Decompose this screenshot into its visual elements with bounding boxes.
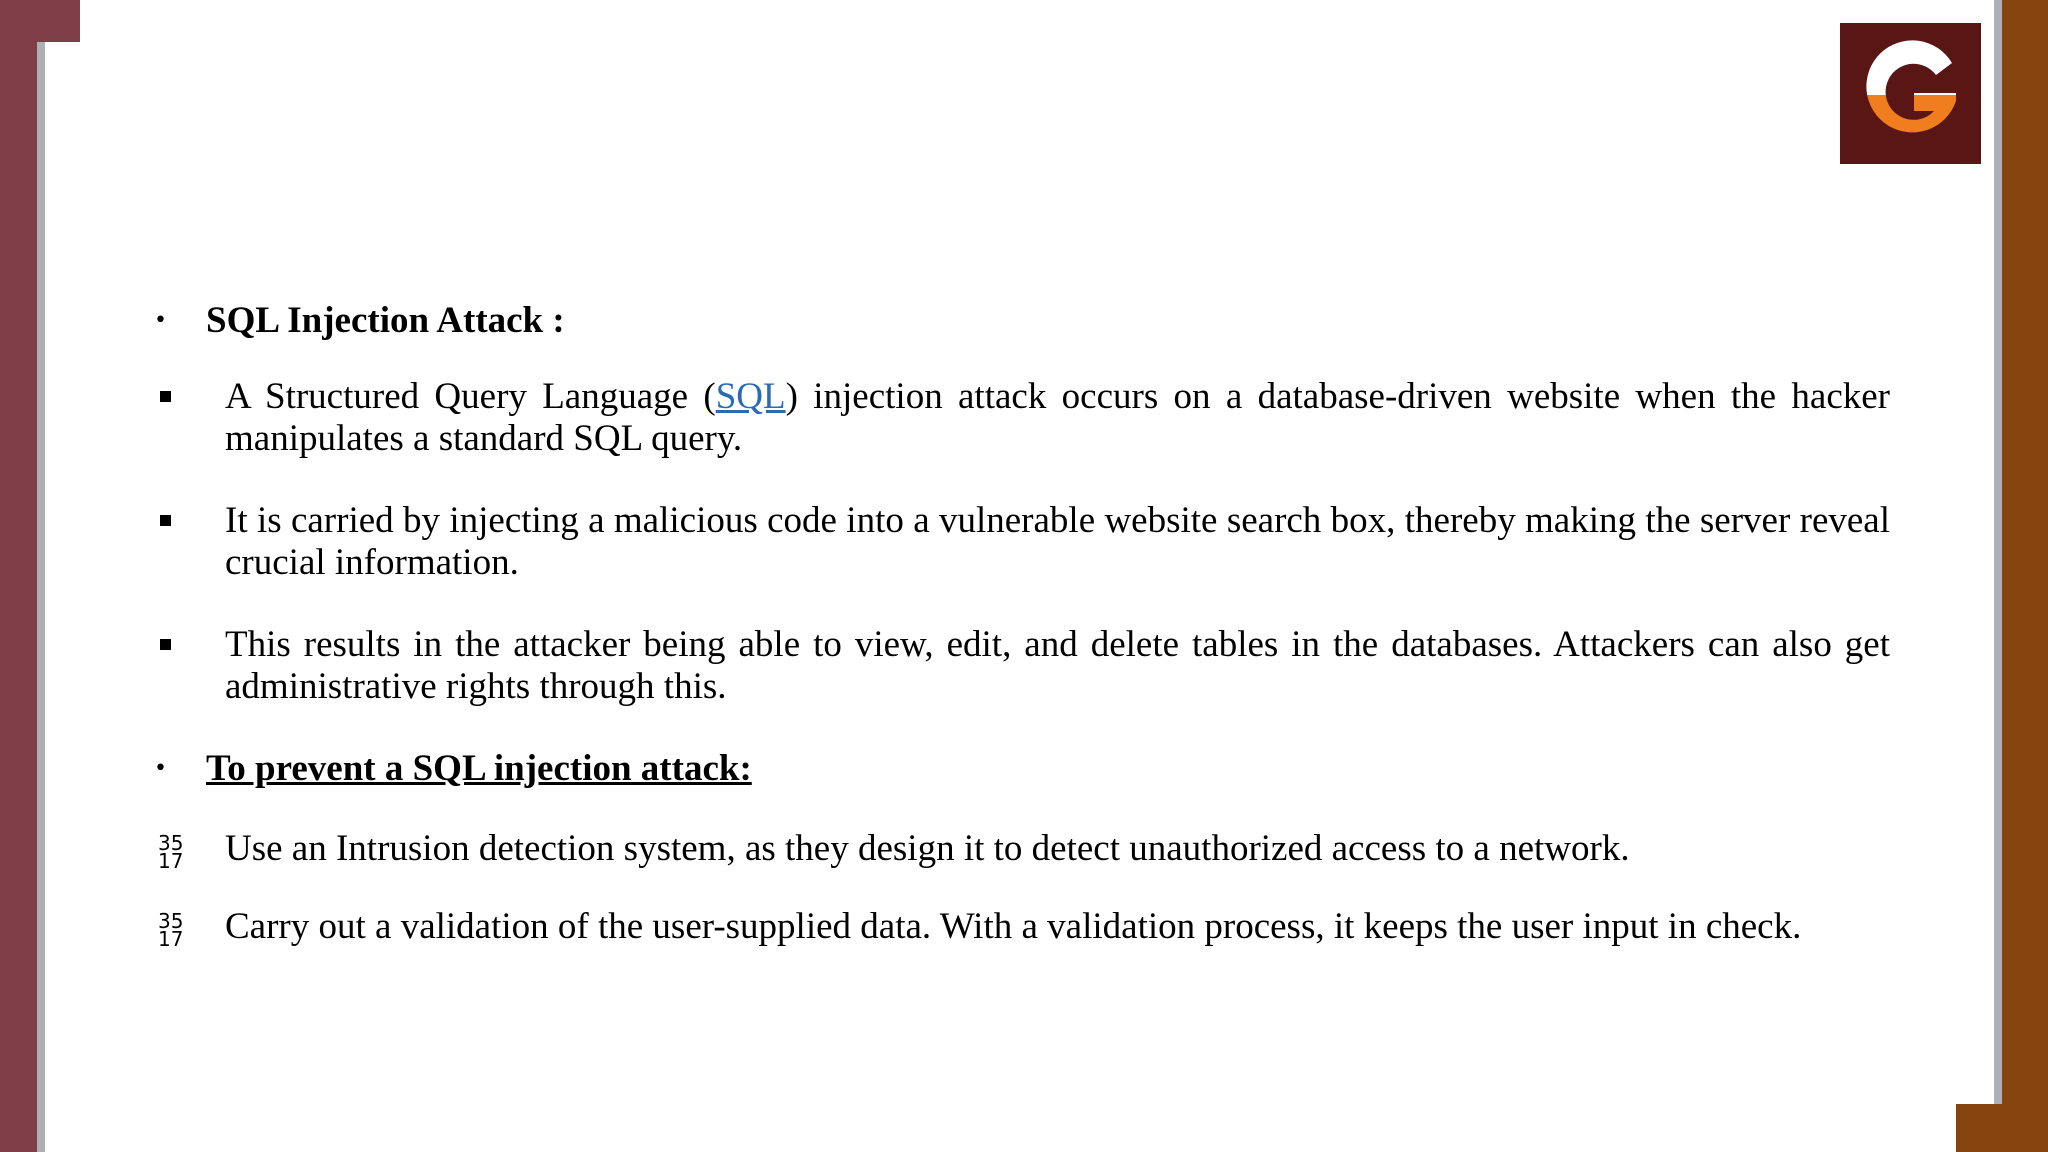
bullet-glyph: 35 17 [158,909,184,951]
right-frame-shadow [1994,0,2002,1104]
bullet-square [150,624,225,650]
bullet-square [150,500,225,526]
right-frame-bar [2002,0,2048,1152]
prevention-text: Use an Intrusion detection system, as they design it to detect unauthorized access to a network. [225,828,1630,869]
prevention-item [150,906,1890,951]
g-logo-icon [1840,23,1981,164]
bullet-text: A Structured Query Language (SQL) injection attack occurs on a database-driven website when the hacker manipulates a standard SQL query. [225,376,1890,459]
sql-link[interactable]: SQL [715,376,786,417]
bullet-text: It is carried by injecting a malicious code into a vulnerable website search box, thereby making the server reveal crucial information. [225,500,1890,583]
bullet-item [150,624,1890,708]
bullet-disc: • [154,308,167,333]
section-heading: To prevent a SQL injection attack: [206,748,752,789]
bullet-item [150,500,1890,584]
left-frame-cap [0,0,80,42]
prevention-text: Carry out a validation of the user-supplied data. With a validation process, it keeps the user input in check. [225,906,1802,947]
left-frame-shadow [37,42,45,1152]
left-frame-bar [0,0,37,1152]
section-heading-row [150,300,1890,342]
bullet-disc: • [154,756,167,781]
bullet-item [150,376,1890,460]
prevention-item [150,828,1890,873]
bullet-glyph: 35 17 [158,831,184,873]
bullet-text: This results in the attacker being able to view, edit, and delete tables in the databases. Attackers can also get administrative rights through this. [225,624,1890,707]
bullet-square [150,376,225,402]
section-heading: SQL Injection Attack : [206,300,565,341]
right-frame-cap [1956,1104,2048,1152]
slide-content [150,300,1890,951]
section-heading-row [150,748,1890,790]
